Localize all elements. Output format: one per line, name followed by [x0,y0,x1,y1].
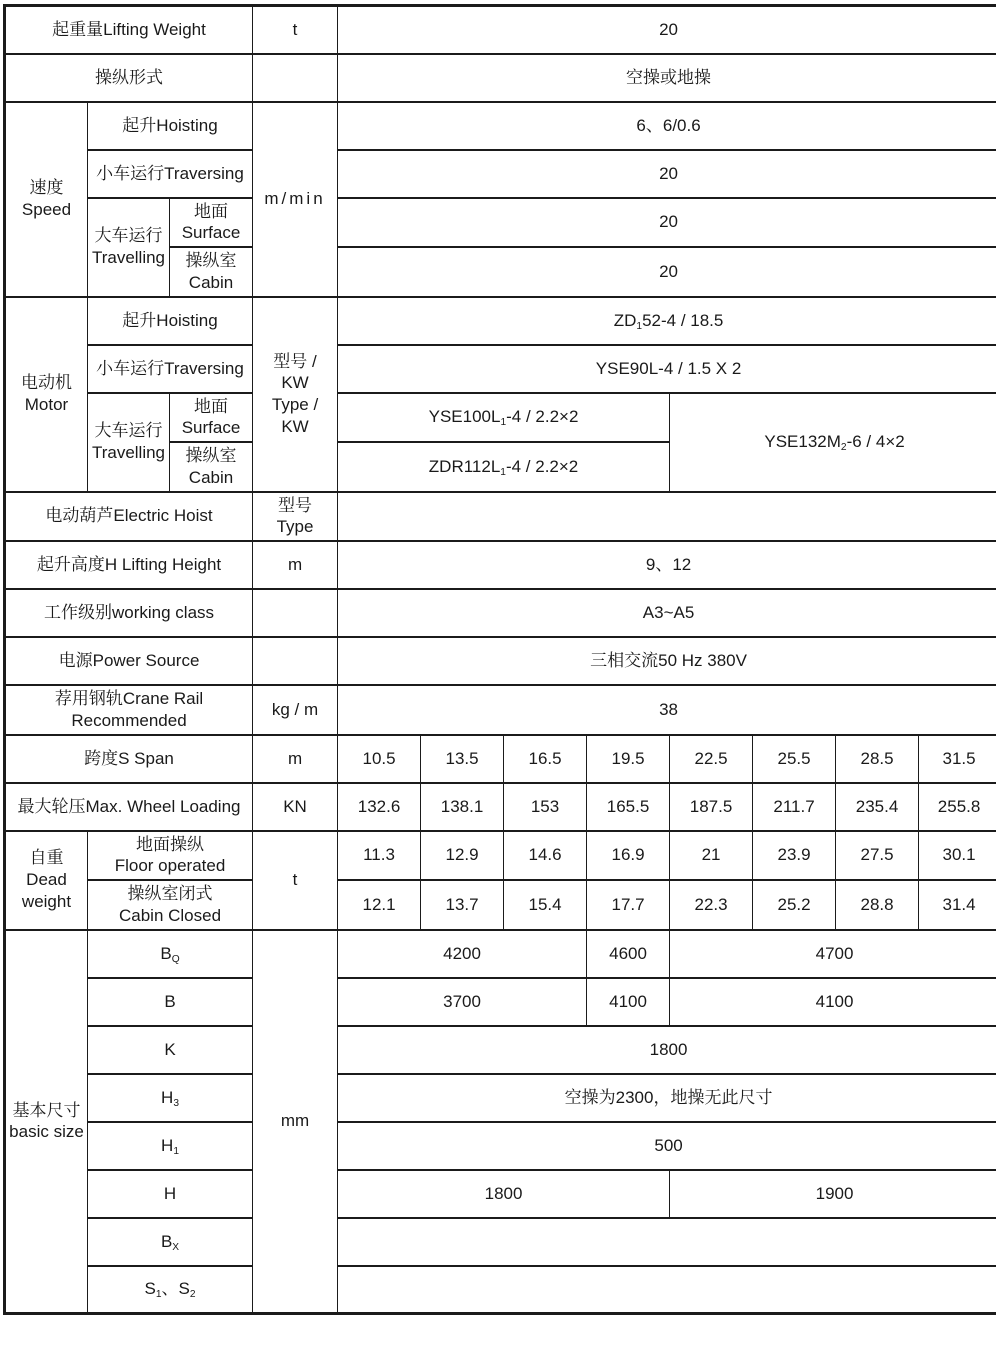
row-speed-travelling-surface [5,198,996,248]
unit-cell: 型号 / KW Type / KW [253,297,338,492]
row-label: 操纵形式 [5,54,253,102]
value-cell: $ZDR112L_1-4 / 2.2\times 2$ [338,442,670,492]
value-cell: 4700 [670,930,996,978]
unit-cell: kg / m [253,685,338,735]
row-deadweight-cabin [5,880,996,930]
value-cell: 20 [338,6,996,54]
unit-cell: t [253,6,338,54]
value-cell: 12.9 [421,831,504,881]
value-cell: 6、6/0.6 [338,102,996,150]
category-dead-weight: 自重 Dead weight [5,831,88,930]
row-size-s1-s2 [5,1266,996,1314]
row-label: 操纵室 Cabin [170,247,253,297]
row-label: 大车运行 Travelling [88,198,170,297]
row-label: 地面操纵 Floor operated [88,831,253,881]
value-cell: 211.7 [753,783,836,831]
row-label: 工作级别working class [5,589,253,637]
value-cell: $ZD_152-4 / 18.5$ [338,297,996,345]
value-cell: $YSE132M_2-6 / 4\times 2$ [670,393,996,492]
value-cell: 153 [504,783,587,831]
value-cell: 空操为2300，地操无此尺寸 [338,1074,996,1122]
row-label: 起重量Lifting Weight [5,6,253,54]
row-control-mode [5,54,996,102]
value-cell: 10.5 [338,735,421,783]
unit-cell: t [253,831,338,930]
row-size-b [5,978,996,1026]
row-size-bx [5,1218,996,1266]
value-cell: 28.8 [836,880,919,930]
value-cell: 17.7 [587,880,670,930]
row-motor-hoisting [5,297,996,345]
value-cell: 4200 [338,930,587,978]
value-cell: 22.5 [670,735,753,783]
unit-cell: mm [253,930,338,1314]
value-cell: 165.5 [587,783,670,831]
spec-table-body [5,6,996,1314]
row-crane-rail [5,685,996,735]
row-lifting-height [5,541,996,589]
value-cell: 14.6 [504,831,587,881]
row-label: 起升Hoisting [88,102,253,150]
row-speed-hoisting [5,102,996,150]
value-cell: 19.5 [587,735,670,783]
row-label: 跨度S Span [5,735,253,783]
value-cell: 22.3 [670,880,753,930]
value-cell: 255.8 [919,783,996,831]
row-label: B [88,978,253,1026]
row-size-h1 [5,1122,996,1170]
value-cell: 31.5 [919,735,996,783]
value-cell: 11.3 [338,831,421,881]
row-electric-hoist [5,492,996,542]
value-cell: 25.5 [753,735,836,783]
value-cell: 3700 [338,978,587,1026]
value-cell: 20 [338,198,996,248]
unit-cell: 型号 Type [253,492,338,542]
value-cell: 4100 [670,978,996,1026]
row-size-h [5,1170,996,1218]
value-cell: 25.2 [753,880,836,930]
row-speed-traversing [5,150,996,198]
category-speed: 速度 Speed [5,102,88,297]
unit-cell [253,637,338,685]
value-cell: 1800 [338,1170,670,1218]
value-cell: 4600 [587,930,670,978]
value-cell: 138.1 [421,783,504,831]
row-max-wheel-loading [5,783,996,831]
value-cell [338,1218,996,1266]
value-cell: 31.4 [919,880,996,930]
row-motor-travelling-surface [5,393,996,443]
category-basic-size: 基本尺寸 basic size [5,930,88,1314]
value-cell: 23.9 [753,831,836,881]
value-cell: 4100 [587,978,670,1026]
value-cell: A3~A5 [338,589,996,637]
value-cell: 13.5 [421,735,504,783]
value-cell: 21 [670,831,753,881]
value-cell: 38 [338,685,996,735]
unit-cell: KN [253,783,338,831]
row-label: 最大轮压Max. Wheel Loading [5,783,253,831]
row-label: 起升Hoisting [88,297,253,345]
row-label: 操纵室 Cabin [170,442,253,492]
row-lifting-weight [5,6,996,54]
row-power-source [5,637,996,685]
row-label: 大车运行 Travelling [88,393,170,492]
row-label: 小车运行Traversing [88,150,253,198]
row-label: $S_1$、$S_2$ [88,1266,253,1314]
crane-spec-table [3,4,996,1315]
row-motor-traversing [5,345,996,393]
value-cell: 132.6 [338,783,421,831]
value-cell: $YSE100L_1-4 / 2.2\times 2$ [338,393,670,443]
category-motor: 电动机 Motor [5,297,88,492]
value-cell: 20 [338,247,996,297]
row-label: 起升高度H Lifting Height [5,541,253,589]
row-label: 地面 Surface [170,198,253,248]
value-cell: 16.5 [504,735,587,783]
row-label: 荐用钢轨Crane Rail Recommended [5,685,253,735]
row-size-bq [5,930,996,978]
value-cell: YSE90L-4 / 1.5 X 2 [338,345,996,393]
row-label: $H_3$ [88,1074,253,1122]
row-label: $H_1$ [88,1122,253,1170]
row-deadweight-floor [5,831,996,881]
value-cell: 13.7 [421,880,504,930]
value-cell [338,1266,996,1314]
value-cell: 235.4 [836,783,919,831]
value-cell: 三相交流50 Hz 380V [338,637,996,685]
value-cell: 500 [338,1122,996,1170]
value-cell: 12.1 [338,880,421,930]
row-label: $B_X$ [88,1218,253,1266]
row-label: $B_Q$ [88,930,253,978]
unit-cell: m/min [253,102,338,297]
value-cell: 1900 [670,1170,996,1218]
row-working-class [5,589,996,637]
value-cell: 30.1 [919,831,996,881]
row-label: 地面 Surface [170,393,253,443]
value-cell: 28.5 [836,735,919,783]
row-label: 操纵室闭式 Cabin Closed [88,880,253,930]
value-cell: 27.5 [836,831,919,881]
row-label: K [88,1026,253,1074]
value-cell: 9、12 [338,541,996,589]
unit-cell: m [253,735,338,783]
row-label: 电动葫芦Electric Hoist [5,492,253,542]
value-cell: 15.4 [504,880,587,930]
value-cell [338,492,996,542]
row-label: 小车运行Traversing [88,345,253,393]
row-size-h3 [5,1074,996,1122]
unit-cell: m [253,541,338,589]
row-label: H [88,1170,253,1218]
value-cell: 187.5 [670,783,753,831]
unit-cell [253,589,338,637]
row-label: 电源Power Source [5,637,253,685]
value-cell: 1800 [338,1026,996,1074]
value-cell: 20 [338,150,996,198]
value-cell: 16.9 [587,831,670,881]
unit-cell [253,54,338,102]
row-size-k [5,1026,996,1074]
row-span [5,735,996,783]
value-cell: 空操或地操 [338,54,996,102]
